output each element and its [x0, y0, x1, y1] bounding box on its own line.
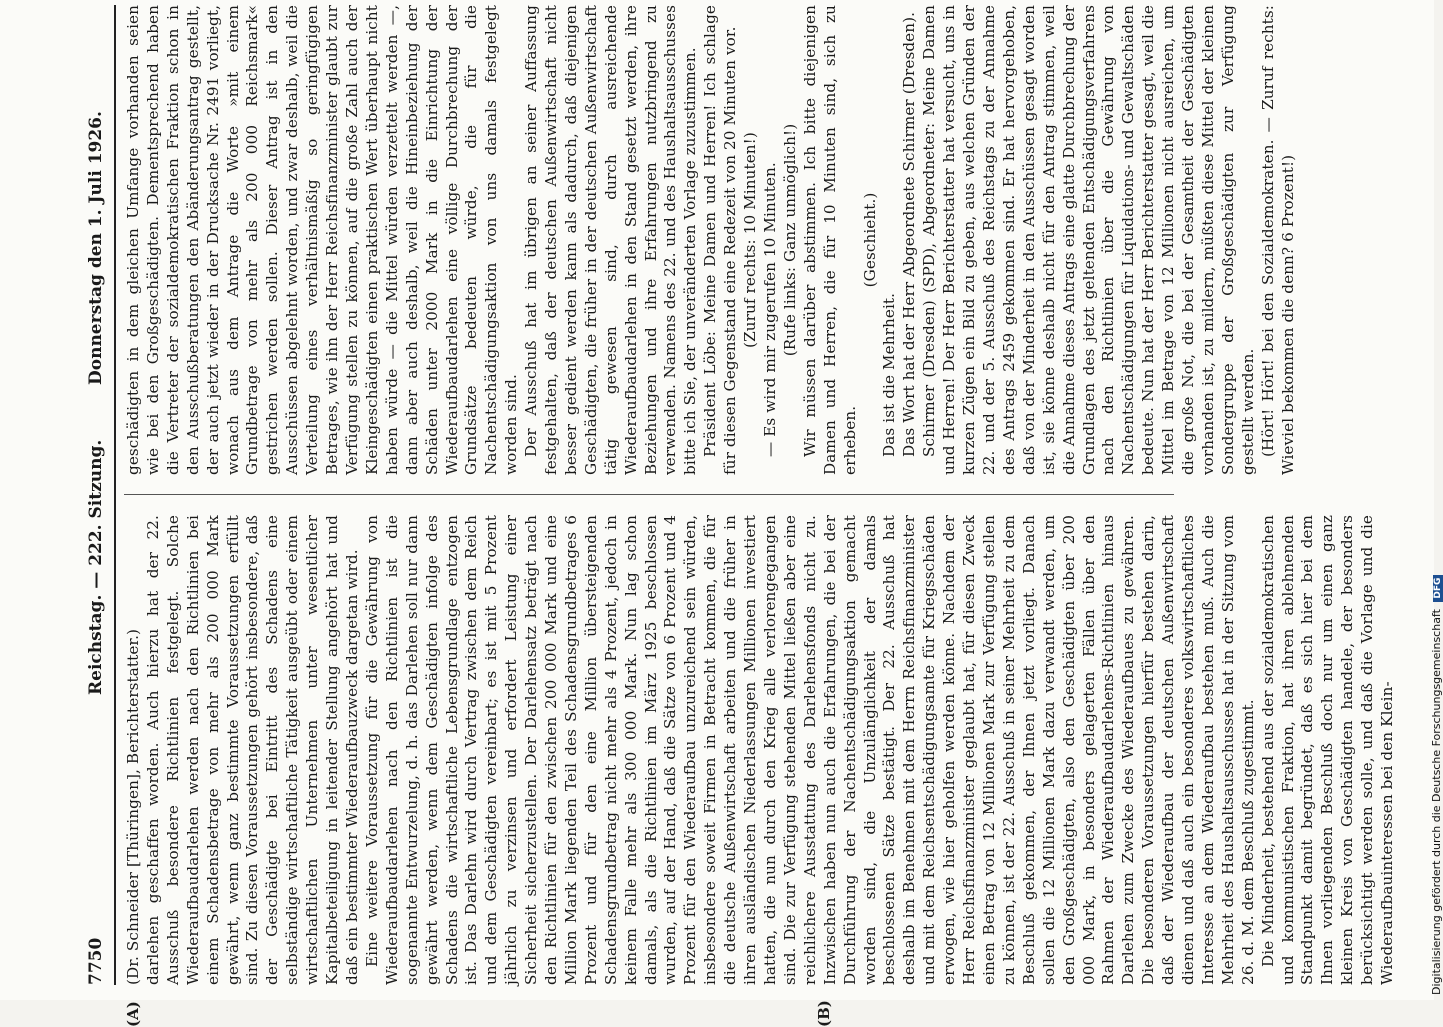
speech: Schirmer (Dresden) (SPD), Abgeordneter: Meine Damen und Herren! Der Herr Berichterstatter hat versucht, uns in kurzen Zügen ein Bild zu geben, aus welchen Gründen der 22. und der 5. Ausschuß des Reichstags zu der Annahme des Antrags 2459 gekommen sind. Er hat hervorgehoben, daß von der Minderheit in den Ausschüssen gesagt worden ist, sie könne deshalb nicht für den Antrag stimmen, weil die Annahme dieses Antrags eine glatte Durchbrechung der Grundlagen des jetzt geltenden Entschädigungsverfahrens nach den Richtlinien über die Gewährung von Nachentschädigungen für Liquidations- und Gewaltschäden bedeute. Nun hat der Herr Berichterstatter gesagt, weil die Mittel im Betrage von 12 Millionen nicht ausreichen, um die große Not, die bei der Gesamtheit der Geschädigten vorhanden ist, zu mildern, müßten diese Mittel der kleinen Sondergruppe der Großgeschädigten zur Verfügung gestellt werden. [920, 5, 1257, 475]
interjection: (Geschieht.) [860, 192, 879, 288]
rotated-page [80, 5, 1397, 1027]
digitization-credit [1410, 0, 1443, 1000]
session-title: Reichstag. — 222. Sitzung. [86, 439, 106, 695]
paragraph: Die Minderheit, bestehend aus der sozialdemokratischen und kommunistischen Fraktion, hat ihren ablehnenden Standpunkt damit begründet, daß es sich hier bei dem Ihnen vorliegenden Beschluß doch nur um einen ganz kleinen Kreis von Geschädigten handele, der besonders berücksichtigt werden solle, und daß die Vorlage und die Wiederaufbauinteressen bei den Klein- [1258, 515, 1397, 985]
paragraph: Der Ausschuß hat im übrigen an seiner Auffassung festgehalten, daß der deutschen Außenwirtschaft nicht besser gedient werden kann als dadurch, daß diejenigen Geschädigten, die früher in der deutschen Außenwirtschaft tätig gewesen sind, durch ausreichende Wiederaufbaudarlehen in den Stand gesetzt werden, ihre Beziehungen und ihre Erfahrungen nutzbringend zu verwenden. Namens des 22. und des Haushaltsausschusses bitte ich Sie, der unveränderten Vorlage zuzustimmen. [522, 5, 700, 475]
president-remark: Präsident Löbe: Meine Damen und Herren! Ich schlage für diesen Gegenstand eine Redezeit von 20 Minuten vor. [701, 5, 740, 475]
page-number: 7750 [86, 937, 106, 985]
interjection: (Rufe links: Ganz unmöglich!) [780, 123, 799, 357]
paragraph: Das Wort hat der Herr Abgeordnete Schirmer (Dresden). [900, 11, 919, 457]
margin-mark-a: (A) [124, 1001, 142, 1027]
credit-text: Digitalisierung gefördert durch die Deutsche Forschungsgemeinschaft [1430, 609, 1443, 995]
paragraph: — Es wird mir zugerufen 10 Minuten. [761, 162, 779, 457]
paragraph: geschädigten in dem gleichen Umfange vorhanden seien wie bei den Großgeschädigten. Dementsprechend haben die Vertreter der sozialdemokratischen Fraktion schon in den Ausschußberatungen den Abänderungsantrag gestellt, der auch jetzt wieder in der Drucksache Nr. 2491 vorliegt, wonach aus dem Antrage die Worte »mit einem Grundbetrage von mehr als 200 000 Reichsmark« gestrichen werden sollen. Dieser Antrag ist in den Ausschüssen abgelehnt worden, und zwar deshalb, weil die Verteilung eines verhältnismäßig so geringfügigen Betrages, wie ihn der Herr Reichsfinanzminister glaubt zur Verfügung stellen zu können, auf die große Zahl auch der Kleingeschädigten einen praktischen Wert überhaupt nicht haben würde — die Mittel würden verzettelt werden —, dann aber auch deshalb, weil die Hineinbeziehung der Schäden unter 2000 Mark in die Einrichtung der Wiederaufbaudarlehen eine völlige Durchbrechung der Grundsätze bedeuten würde, die für die Nachentschädigungsaktion von uns damals festgelegt worden sind. [124, 5, 521, 475]
header-rule [114, 5, 116, 985]
margin-mark-b: (B) [815, 1000, 833, 1027]
interjection: (Zuruf rechts: 10 Minuten!) [741, 132, 760, 348]
paragraph: Wir müssen darüber abstimmen. Ich bitte diejenigen Damen und Herren, die für 10 Minuten sind, sich zu erheben. [800, 5, 859, 475]
paragraph: darlehen geschaffen worden. Auch hierzu hat der 22. Ausschuß besondere Richtlinien festgelegt. Solche Wiederaufbaudarlehen werden nach den Richtlinien bei einem Schadensbetrage von mehr als 200 000 Mark gewährt, wenn ganz bestimmte Voraussetzungen erfüllt sind. Zu diesen Voraussetzungen gehört insbesondere, daß der Geschädigte bei Eintritt des Schadens eine selbständige wirtschaftliche Tätigkeit ausgeübt oder einem wirtschaftlichen Unternehmen unter wesentlicher Kapitalbeteiligung in leitender Stellung angehört hat und daß ein bestimmter Wiederaufbauzweck dargetan wird. [143, 515, 361, 985]
session-date: Donnerstag den 1. Juli 1926. [86, 111, 106, 385]
right-column [124, 5, 1297, 475]
paragraph: Das ist die Mehrheit. [880, 292, 899, 457]
left-column [124, 515, 1397, 985]
dfg-logo: DFG [1433, 575, 1443, 602]
paragraph: Eine weitere Voraussetzung für die Gewährung von Wiederaufbaudarlehen nach den Richtlinien ist die sogenannte Entwurzelung, d. h. das Darlehen soll nur dann gewährt werden, wenn dem Geschädigten infolge des Schadens die wirtschaftliche Lebensgrundlage entzogen ist. Das Darlehn wird durch Vertrag zwischen dem Reich und dem Geschädigten vereinbart; es ist mit 5 Prozent jährlich zu verzinsen und erfordert Leistung einer Sicherheit sicherzustellen. Der Darlehensatz beträgt nach den Richtlinien für den zwischen 200 000 Mark und eine Million Mark liegenden Teil des Schadensgrundbetrages 6 Prozent und für den eine Million übersteigenden Schadensgrundbetrag nicht mehr als 4 Prozent, jedoch in keinem Falle mehr als 300 000 Mark. Nun lag schon damals, als die Richtlinien im März 1925 beschlossen wurden, auf der Hand, daß die Sätze von 6 Prozent und 4 Prozent für den Wiederaufbau unzureichend sein würden, insbesondere soweit Firmen in Betracht kommen, die für die deutsche Außenwirtschaft arbeiten und die früher in ihren ausländischen Niederlassungen Millionen investiert hatten, die nun durch den Krieg alle verlorengegangen sind. Die zur Verfügung stehenden Mittel ließen aber eine reichlichere Ausstattung des Darlehensfonds nicht zu. Inzwischen haben nun auch die Erfahrungen, die bei der Durchführung der Nachentschädigungsaktion gemacht worden sind, die Unzulänglichkeit der damals beschlossenen Sätze bestätigt. Der 22. Ausschuß hat deshalb im Benehmen mit dem Herrn Reichsfinanzminister und mit dem Reichsentschädigungsamte für Kriegsschäden erwogen, wie hier geholfen werden könne. Nachdem der Herr Reichsfinanzminister geglaubt hat, für diesen Zweck einen Betrag von 12 Millionen Mark zur Verfügung stellen zu können, ist der 22. Ausschuß in seiner Mehrheit zu dem Beschluß gekommen, der Ihnen jetzt vorliegt. Danach sollen die 12 Millionen Mark dazu verwandt werden, um den Großgeschädigten, also den Geschädigten über 200 000 Mark, in besonders gelagerten Fällen über den Rahmen der Wiederaufbaudarlehens-Richtlinien hinaus Darlehen zum Zwecke des Wiederaufbaues zu gewähren. Die besonderen Voraussetzungen hierfür bestehen darin, daß der Wiederaufbau der deutschen Außenwirtschaft dienen und daß auch ein besonderes volkswirtschaftliches Interesse an dem Wiederaufbau bestehen muß. Auch die Mehrheit des Haushaltsausschusses hat in der Sitzung vom 26. d. M. dem Beschluß zugestimmt. [362, 515, 1257, 985]
interjection: (Hört! Hört! bei den Sozialdemokraten. — Zuruf rechts: Wieviel bekommen die denn? 6 Prozent!) [1258, 5, 1297, 475]
column-divider [124, 494, 1174, 495]
speaker-line: (Dr. Schneider [Thüringen], Berichterstatter.) [124, 628, 142, 985]
